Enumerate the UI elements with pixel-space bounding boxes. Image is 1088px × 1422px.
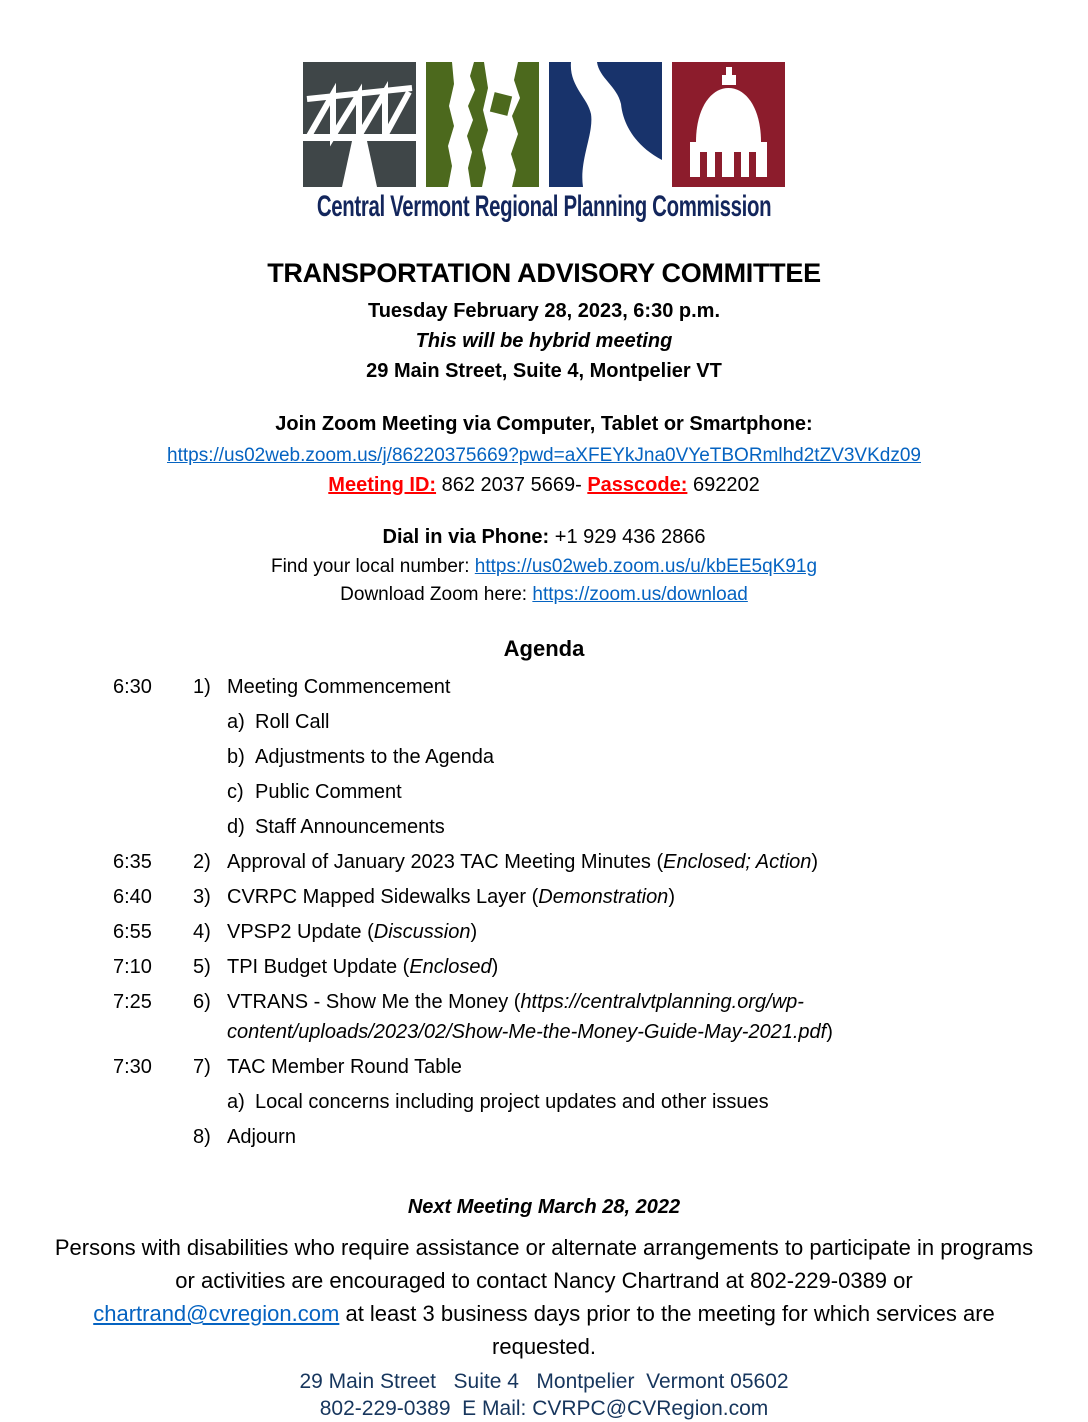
page-title: TRANSPORTATION ADVISORY COMMITTEE (267, 258, 821, 288)
agenda-text: Adjourn (227, 1126, 296, 1148)
join-zoom-heading: Join Zoom Meeting via Computer, Tablet or Smartphone: (275, 413, 813, 435)
agenda-subitem (113, 711, 1032, 733)
agenda-item (113, 921, 1032, 943)
agenda-text: TPI Budget Update (Enclosed) (227, 956, 499, 978)
agenda-sub-letter: a) (227, 711, 245, 733)
agenda-number: 2) (193, 851, 211, 873)
agenda-subitem (113, 816, 1032, 838)
passcode-value: 692202 (692, 474, 760, 496)
agenda-sub-letter: c) (227, 781, 244, 803)
footer-address: 29 Main Street Suite 4 Montpelier Vermont 05602 (299, 1370, 789, 1393)
agenda-number: 6) (193, 991, 211, 1013)
zoom-join-link[interactable]: https://us02web.zoom.us/j/86220375669?pwd=aXFEYkJna0VYeTBORmlhd2tZV3VKdz09 (167, 445, 921, 466)
agenda-sub-text: Local concerns including project updates and other issues (255, 1091, 769, 1113)
dial-in-label: Dial in via Phone: (382, 526, 550, 548)
email-link[interactable]: chartrand@cvregion.com (93, 1301, 340, 1326)
dial-in-line (0, 526, 1088, 549)
agenda-item (113, 851, 1032, 873)
winding-road-icon (549, 62, 662, 187)
agenda-text: TAC Member Round Table (227, 1056, 462, 1078)
agenda-time: 7:30 (113, 1056, 152, 1078)
cvrpc-logo (0, 62, 1088, 224)
agenda-sub-text: Roll Call (255, 711, 330, 733)
dial-in-number: +1 929 436 2866 (554, 526, 706, 548)
logo-tiles (0, 62, 1088, 187)
agenda-time: 6:35 (113, 851, 152, 873)
agenda-text: CVRPC Mapped Sidewalks Layer (Demonstration) (227, 886, 675, 908)
agenda-subitem (113, 1091, 1032, 1113)
passcode-label: Passcode: (587, 474, 688, 496)
truss-bridge-icon (303, 62, 416, 187)
agenda-time: 7:25 (113, 991, 152, 1013)
org-wordmark: Central Vermont Regional Planning Commission (316, 190, 772, 223)
agenda-url-text: https://centralvtplanning.org/wp- (520, 991, 804, 1013)
agenda-item (113, 1126, 1032, 1148)
agenda-text: Approval of January 2023 TAC Meeting Minutes (Enclosed; Action) (227, 851, 819, 873)
agenda-time: 6:40 (113, 886, 152, 908)
download-label: Download Zoom here: (340, 584, 528, 605)
agenda-number: 3) (193, 886, 211, 908)
agenda-sub-letter: a) (227, 1091, 245, 1113)
accessibility-text-before: Persons with disabilities who require assistance or alternate arrangements to participate in programs or activities are encouraged to contact Nancy Chartrand at 802-229-0389 or (54, 1235, 1034, 1293)
org-footer (0, 1368, 1088, 1422)
accessibility-notice (54, 1231, 1034, 1363)
meeting-location: 29 Main Street, Suite 4, Montpelier VT (366, 360, 722, 382)
agenda-time: 6:30 (113, 676, 152, 698)
hybrid-note: This will be hybrid meeting (415, 330, 673, 352)
agenda-list (0, 676, 1088, 1148)
meeting-id-line (0, 474, 1088, 497)
local-number-link[interactable]: https://us02web.zoom.us/u/kbEE5qK91g (474, 556, 818, 577)
agenda-text: VTRANS - Show Me the Money (https://centralvtplanning.org/wp- content/uploads/2023/02/Show-Me-the-Money-Guide-May-2021.pdf) (227, 991, 833, 1043)
agenda-heading: Agenda (503, 636, 585, 661)
agenda-sub-text: Staff Announcements (255, 816, 445, 838)
agenda-time: 6:55 (113, 921, 152, 943)
agenda-sub-text: Public Comment (255, 781, 402, 803)
agenda-time (113, 1126, 193, 1148)
agenda-text: VPSP2 Update (Discussion) (227, 921, 478, 943)
agenda-time: 7:10 (113, 956, 152, 978)
agenda-item (113, 1056, 1032, 1078)
next-meeting-note: Next Meeting March 28, 2022 (407, 1196, 681, 1218)
agenda-number: 4) (193, 921, 211, 943)
agenda-item (113, 676, 1032, 698)
meeting-datetime: Tuesday February 28, 2023, 6:30 p.m. (367, 300, 721, 322)
download-line (0, 584, 1088, 606)
footer-contact: 802-229-0389 E Mail: CVRPC@CVRegion.com (319, 1397, 769, 1420)
meeting-id-value: 862 2037 5669- (441, 474, 582, 496)
capitol-dome-icon (672, 62, 785, 187)
agenda-item (113, 886, 1032, 908)
local-number-line (0, 556, 1088, 578)
agenda-number: 8) (193, 1126, 211, 1148)
local-number-label: Find your local number: (270, 556, 470, 577)
agenda-text: Meeting Commencement (227, 676, 451, 698)
agenda-sub-letter: b) (227, 746, 245, 768)
agenda-item (113, 956, 1032, 978)
agenda-subitem (113, 781, 1032, 803)
agenda-sub-text: Adjustments to the Agenda (255, 746, 495, 768)
agenda-url-text: content/uploads/2023/02/Show-Me-the-Money-Guide-May-2021.pdf (227, 1021, 827, 1043)
agenda-number: 1) (193, 676, 211, 698)
agenda-number: 5) (193, 956, 211, 978)
accessibility-text-after: at least 3 business days prior to the meeting for which services are requested. (345, 1301, 995, 1359)
agenda-item (113, 991, 1032, 1043)
agenda-number: 7) (193, 1056, 211, 1078)
agenda-subitem (113, 746, 1032, 768)
meeting-id-label: Meeting ID: (328, 474, 437, 496)
agenda-sub-letter: d) (227, 816, 245, 838)
download-zoom-link[interactable]: https://zoom.us/download (532, 584, 748, 605)
vermont-state-icon (426, 62, 539, 187)
